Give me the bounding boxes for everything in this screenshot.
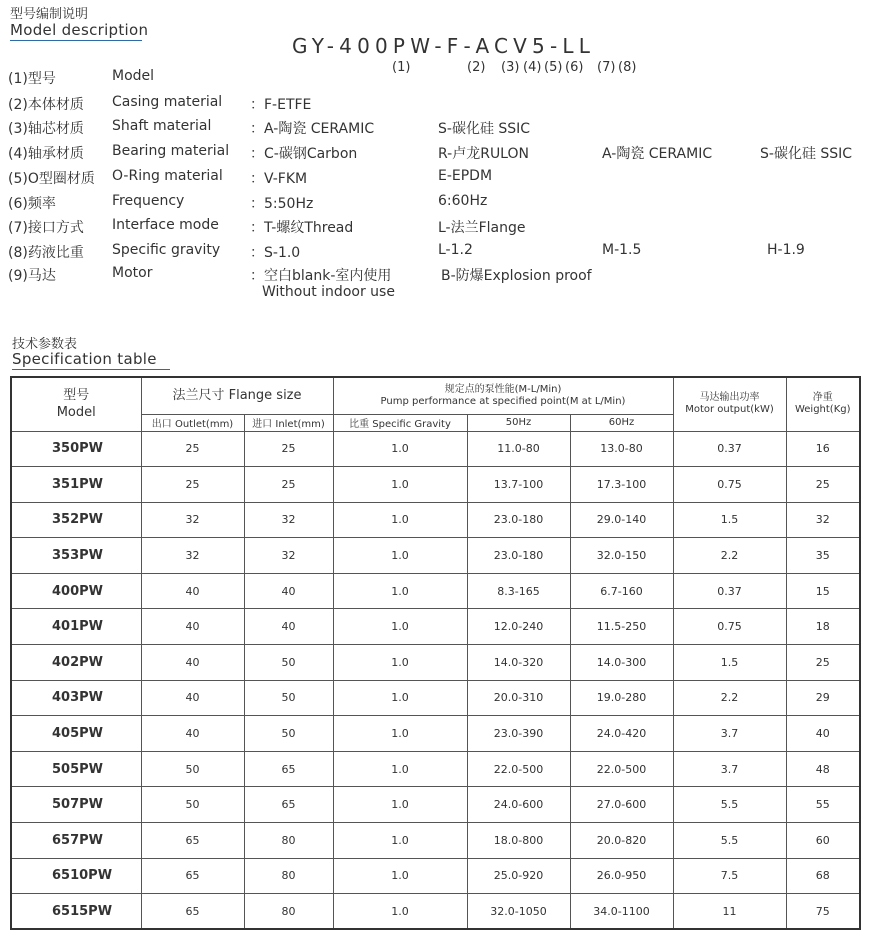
cell-model: 353PW <box>11 538 141 574</box>
cell-50hz: 12.0-240 <box>467 609 570 645</box>
cell-50hz: 18.0-800 <box>467 823 570 859</box>
cell-outlet: 40 <box>141 573 244 609</box>
row-label-en: Bearing material <box>112 143 230 159</box>
cell-motor-output: 2.2 <box>673 680 786 716</box>
header-model <box>11 377 141 431</box>
table-row <box>11 467 860 503</box>
cell-50hz: 14.0-320 <box>467 645 570 681</box>
header-specific-gravity: 比重 Specific Gravity <box>333 414 467 431</box>
header-motor-en: Motor output(kW) <box>685 404 774 416</box>
header-inlet: 进口 Inlet(mm) <box>244 414 333 431</box>
cell-outlet: 65 <box>141 858 244 894</box>
cell-outlet: 40 <box>141 716 244 752</box>
cell-outlet: 32 <box>141 538 244 574</box>
cell-50hz: 22.0-500 <box>467 751 570 787</box>
cell-gravity: 1.0 <box>333 467 467 503</box>
spec-table-title-cn: 技术参数表 <box>12 337 78 352</box>
row-label-cn: (2)本体材质 <box>8 97 84 113</box>
cell-gravity: 1.0 <box>333 894 467 930</box>
cell-weight: 48 <box>786 751 860 787</box>
option-value: H-1.9 <box>767 242 805 258</box>
cell-model: 402PW <box>11 645 141 681</box>
cell-model: 405PW <box>11 716 141 752</box>
cell-50hz: 23.0-180 <box>467 502 570 538</box>
cell-50hz: 23.0-390 <box>467 716 570 752</box>
cell-inlet: 65 <box>244 751 333 787</box>
cell-outlet: 32 <box>141 502 244 538</box>
row-label-cn: (5)O型圈材质 <box>8 171 95 187</box>
cell-weight: 68 <box>786 858 860 894</box>
cell-gravity: 1.0 <box>333 823 467 859</box>
cell-motor-output: 0.75 <box>673 467 786 503</box>
cell-60hz: 34.0-1100 <box>570 894 673 930</box>
cell-inlet: 50 <box>244 645 333 681</box>
option-value: ：5:50Hz <box>250 196 314 212</box>
model-description-title-en: Model description <box>10 21 149 39</box>
row-label-en: Frequency <box>112 193 185 209</box>
cell-weight: 29 <box>786 680 860 716</box>
table-row <box>11 538 860 574</box>
cell-outlet: 40 <box>141 680 244 716</box>
code-index: (8) <box>618 60 637 75</box>
row-label-cn: (6)频率 <box>8 196 56 212</box>
option-value: E-EPDM <box>438 168 493 184</box>
cell-model: 350PW <box>11 431 141 467</box>
table-row <box>11 609 860 645</box>
cell-motor-output: 0.37 <box>673 573 786 609</box>
table-row <box>11 645 860 681</box>
option-value: ：F-ETFE <box>250 97 312 113</box>
row-label-cn: (4)轴承材质 <box>8 146 84 162</box>
option-value: M-1.5 <box>602 242 642 258</box>
cell-motor-output: 0.37 <box>673 431 786 467</box>
table-row <box>11 573 860 609</box>
table-row <box>11 716 860 752</box>
table-row <box>11 787 860 823</box>
cell-outlet: 40 <box>141 645 244 681</box>
cell-60hz: 6.7-160 <box>570 573 673 609</box>
cell-weight: 18 <box>786 609 860 645</box>
cell-50hz: 23.0-180 <box>467 538 570 574</box>
cell-60hz: 24.0-420 <box>570 716 673 752</box>
cell-60hz: 22.0-500 <box>570 751 673 787</box>
row-label-en: Motor <box>112 265 153 281</box>
cell-60hz: 17.3-100 <box>570 467 673 503</box>
cell-outlet: 50 <box>141 751 244 787</box>
header-perf-en: Pump performance at specified point(M at L/Min) <box>380 395 626 407</box>
cell-weight: 40 <box>786 716 860 752</box>
cell-weight: 32 <box>786 502 860 538</box>
cell-motor-output: 3.7 <box>673 716 786 752</box>
cell-weight: 35 <box>786 538 860 574</box>
cell-weight: 25 <box>786 467 860 503</box>
cell-outlet: 40 <box>141 609 244 645</box>
cell-model: 6510PW <box>11 858 141 894</box>
cell-inlet: 80 <box>244 858 333 894</box>
cell-motor-output: 5.5 <box>673 787 786 823</box>
cell-gravity: 1.0 <box>333 609 467 645</box>
cell-weight: 60 <box>786 823 860 859</box>
row-label-cn: (9)马达 <box>8 268 56 284</box>
cell-gravity: 1.0 <box>333 645 467 681</box>
header-motor-cn: 马达输出功率 <box>699 392 760 404</box>
option-value: ：V-FKM <box>250 171 308 187</box>
row-label-en: Casing material <box>112 94 223 110</box>
cell-inlet: 80 <box>244 823 333 859</box>
cell-60hz: 27.0-600 <box>570 787 673 823</box>
option-value: ：A-陶瓷 CERAMIC <box>250 121 375 137</box>
cell-gravity: 1.0 <box>333 573 467 609</box>
cell-60hz: 19.0-280 <box>570 680 673 716</box>
model-description-title-cn: 型号编制说明 <box>10 7 89 22</box>
option-value: ：C-碳钢Carbon <box>250 146 358 162</box>
header-motor-output <box>673 377 786 431</box>
row-label-en: Specific gravity <box>112 242 221 258</box>
cell-model: 401PW <box>11 609 141 645</box>
table-row <box>11 858 860 894</box>
cell-model: 657PW <box>11 823 141 859</box>
option-value: B-防爆Explosion proof <box>441 268 592 284</box>
cell-outlet: 65 <box>141 894 244 930</box>
table-row <box>11 751 860 787</box>
header-model-en: Model <box>56 405 96 421</box>
cell-inlet: 50 <box>244 680 333 716</box>
option-value: S-碳化硅 SSIC <box>760 146 853 162</box>
cell-motor-output: 2.2 <box>673 538 786 574</box>
cell-motor-output: 3.7 <box>673 751 786 787</box>
cell-inlet: 80 <box>244 894 333 930</box>
header-flange-size: 法兰尺寸 Flange size <box>141 377 333 414</box>
table-row <box>11 431 860 467</box>
code-index: (2) <box>467 60 486 75</box>
header-model-cn: 型号 <box>63 388 90 404</box>
table-row <box>11 502 860 538</box>
cell-60hz: 13.0-80 <box>570 431 673 467</box>
cell-50hz: 32.0-1050 <box>467 894 570 930</box>
row-label-cn: (7)接口方式 <box>8 220 84 236</box>
cell-50hz: 13.7-100 <box>467 467 570 503</box>
header-pump-performance <box>333 377 673 414</box>
header-50hz: 50Hz <box>467 414 570 431</box>
cell-outlet: 50 <box>141 787 244 823</box>
cell-inlet: 32 <box>244 502 333 538</box>
cell-gravity: 1.0 <box>333 751 467 787</box>
code-index: (6) <box>565 60 584 75</box>
cell-inlet: 32 <box>244 538 333 574</box>
spec-table-body <box>11 431 860 929</box>
option-value: ：空白blank-室内使用 <box>250 268 392 284</box>
cell-motor-output: 7.5 <box>673 858 786 894</box>
cell-inlet: 50 <box>244 716 333 752</box>
cell-gravity: 1.0 <box>333 538 467 574</box>
cell-60hz: 20.0-820 <box>570 823 673 859</box>
option-value: ：T-螺纹Thread <box>250 220 354 236</box>
code-index: (7) <box>597 60 616 75</box>
row-label-en: O-Ring material <box>112 168 223 184</box>
cell-50hz: 20.0-310 <box>467 680 570 716</box>
table-row <box>11 823 860 859</box>
cell-model: 352PW <box>11 502 141 538</box>
cell-60hz: 11.5-250 <box>570 609 673 645</box>
cell-model: 351PW <box>11 467 141 503</box>
cell-weight: 55 <box>786 787 860 823</box>
header-weight-en: Weight(Kg) <box>794 404 851 416</box>
cell-gravity: 1.0 <box>333 716 467 752</box>
header-outlet: 出口 Outlet(mm) <box>141 414 244 431</box>
option-value: ：S-1.0 <box>250 245 301 261</box>
cell-motor-output: 1.5 <box>673 502 786 538</box>
motor-option-line2: Without indoor use <box>262 284 395 300</box>
option-value: L-法兰Flange <box>438 220 526 236</box>
cell-gravity: 1.0 <box>333 858 467 894</box>
cell-outlet: 25 <box>141 467 244 503</box>
option-value: A-陶瓷 CERAMIC <box>602 146 713 162</box>
row-label-cn: (3)轴芯材质 <box>8 121 84 137</box>
cell-60hz: 32.0-150 <box>570 538 673 574</box>
cell-inlet: 25 <box>244 467 333 503</box>
cell-motor-output: 0.75 <box>673 609 786 645</box>
section-underline <box>10 40 142 41</box>
cell-weight: 25 <box>786 645 860 681</box>
cell-outlet: 25 <box>141 431 244 467</box>
model-code-example: GY-400PW-F-ACV5-LL <box>292 34 596 58</box>
cell-inlet: 40 <box>244 609 333 645</box>
table-row <box>11 894 860 930</box>
cell-60hz: 26.0-950 <box>570 858 673 894</box>
option-value: L-1.2 <box>438 242 473 258</box>
cell-model: 403PW <box>11 680 141 716</box>
cell-60hz: 14.0-300 <box>570 645 673 681</box>
cell-model: 6515PW <box>11 894 141 930</box>
header-60hz: 60Hz <box>570 414 673 431</box>
row-label-en: Model <box>112 68 155 84</box>
cell-inlet: 25 <box>244 431 333 467</box>
cell-model: 400PW <box>11 573 141 609</box>
cell-50hz: 8.3-165 <box>467 573 570 609</box>
cell-motor-output: 5.5 <box>673 823 786 859</box>
cell-motor-output: 11 <box>673 894 786 930</box>
spec-table-title-en: Specification table <box>12 350 157 368</box>
cell-outlet: 65 <box>141 823 244 859</box>
option-value: R-卢龙RULON <box>438 146 529 162</box>
cell-model: 505PW <box>11 751 141 787</box>
row-label-cn: (8)药液比重 <box>8 245 84 261</box>
cell-50hz: 11.0-80 <box>467 431 570 467</box>
cell-gravity: 1.0 <box>333 502 467 538</box>
code-index: (4) <box>523 60 542 75</box>
cell-weight: 15 <box>786 573 860 609</box>
cell-motor-output: 1.5 <box>673 645 786 681</box>
cell-gravity: 1.0 <box>333 431 467 467</box>
table-row <box>11 680 860 716</box>
cell-inlet: 65 <box>244 787 333 823</box>
cell-gravity: 1.0 <box>333 680 467 716</box>
cell-50hz: 24.0-600 <box>467 787 570 823</box>
section-underline <box>12 369 170 370</box>
cell-weight: 75 <box>786 894 860 930</box>
row-label-en: Shaft material <box>112 118 212 134</box>
specification-table <box>10 376 861 930</box>
row-label-cn: (1)型号 <box>8 71 56 87</box>
code-index: (1) <box>392 60 411 75</box>
cell-60hz: 29.0-140 <box>570 502 673 538</box>
row-label-en: Interface mode <box>112 217 219 233</box>
cell-gravity: 1.0 <box>333 787 467 823</box>
code-index: (3) <box>501 60 520 75</box>
option-value: 6:60Hz <box>438 193 488 209</box>
header-perf-cn: 规定点的泵性能(M-L/Min) <box>444 383 562 395</box>
cell-inlet: 40 <box>244 573 333 609</box>
header-weight-cn: 净重 <box>812 392 833 404</box>
code-index: (5) <box>544 60 563 75</box>
header-weight <box>786 377 860 431</box>
cell-50hz: 25.0-920 <box>467 858 570 894</box>
cell-weight: 16 <box>786 431 860 467</box>
option-value: S-碳化硅 SSIC <box>438 121 531 137</box>
cell-model: 507PW <box>11 787 141 823</box>
